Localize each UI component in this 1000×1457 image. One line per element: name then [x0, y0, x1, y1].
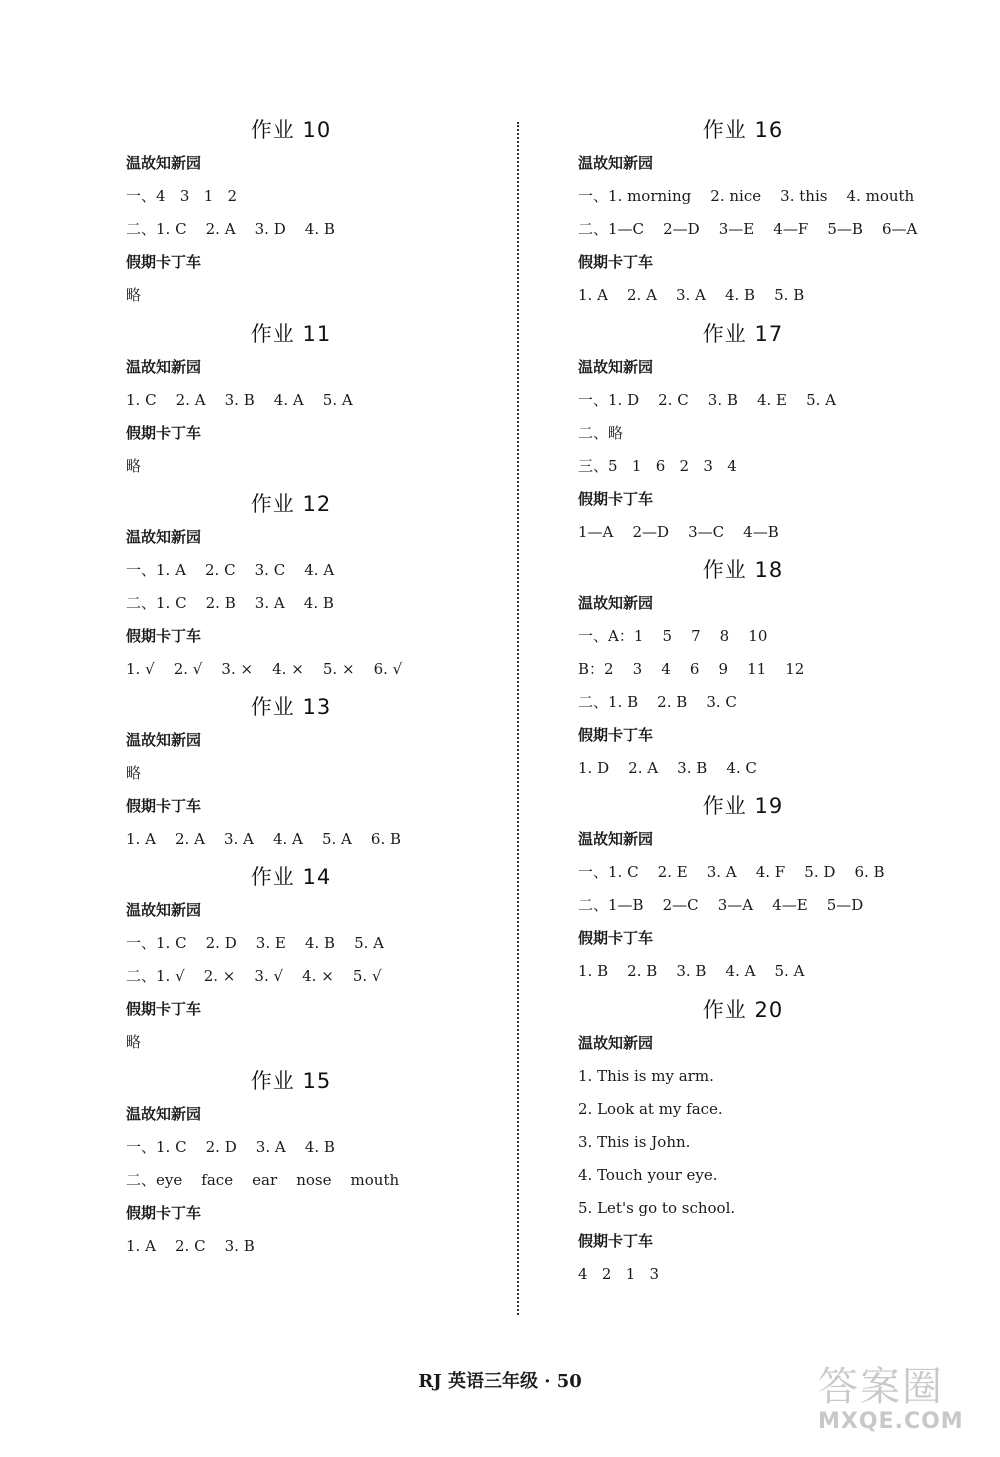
- answer-line: 一、1. D 2. C 3. B 4. E 5. A: [578, 391, 836, 409]
- answer-line: 1. C 2. A 3. B 4. A 5. A: [126, 391, 353, 409]
- answer-line: 一、A：1 5 7 8 10: [578, 627, 768, 645]
- section-title: 作业 20: [702, 998, 784, 1022]
- homework-section: [126, 489, 456, 686]
- page-footer: RJ 英语三年级 · 50: [418, 1371, 582, 1392]
- section-subheading: 假期卡丁车: [126, 1000, 202, 1018]
- homework-section: [126, 862, 456, 1059]
- answer-line: 一、1. C 2. D 3. E 4. B 5. A: [126, 934, 384, 952]
- answer-line: 三、5 1 6 2 3 4: [578, 457, 737, 475]
- answer-line: 二、略: [578, 424, 624, 442]
- answer-line: 一、1. morning 2. nice 3. this 4. mouth: [578, 187, 915, 205]
- answer-line: 略: [126, 764, 142, 782]
- section-title: 作业 17: [702, 322, 784, 346]
- answer-line: 4. Touch your eye.: [578, 1166, 718, 1184]
- section-title: 作业 13: [250, 695, 332, 719]
- answer-line: 1. √ 2. √ 3. × 4. × 5. × 6. √: [126, 660, 403, 678]
- section-subheading: 温故知新园: [126, 358, 202, 376]
- answer-line: 1. A 2. A 3. A 4. B 5. B: [578, 286, 805, 304]
- section-subheading: 假期卡丁车: [126, 627, 202, 645]
- answer-line: 二、1—C 2—D 3—E 4—F 5—B 6—A: [578, 220, 918, 238]
- answer-line: 二、1. B 2. B 3. C: [578, 693, 737, 711]
- section-subheading: 温故知新园: [126, 154, 202, 172]
- section-subheading: 假期卡丁车: [578, 490, 654, 508]
- answer-line: 一、1. C 2. D 3. A 4. B: [126, 1138, 335, 1156]
- section-title: 作业 18: [702, 558, 784, 582]
- answer-line: 略: [126, 286, 142, 304]
- homework-section: [578, 555, 958, 785]
- answer-line: 一、1. A 2. C 3. C 4. A: [126, 561, 335, 579]
- answer-line: 二、1—B 2—C 3—A 4—E 5—D: [578, 896, 864, 914]
- homework-section: [126, 115, 456, 312]
- homework-section: [126, 692, 456, 856]
- column-divider: [517, 122, 519, 1315]
- section-title: 作业 14: [250, 865, 332, 889]
- section-subheading: 温故知新园: [126, 1105, 202, 1123]
- watermark-bottom-text: MXQE.COM: [818, 1409, 964, 1434]
- section-subheading: 假期卡丁车: [126, 1204, 202, 1222]
- answer-line: 4 2 1 3: [578, 1265, 660, 1283]
- answer-line: 略: [126, 1033, 142, 1051]
- answer-line: 1. D 2. A 3. B 4. C: [578, 759, 757, 777]
- section-title: 作业 12: [250, 492, 332, 516]
- watermark-logo: [818, 1365, 983, 1447]
- answer-line: 1—A 2—D 3—C 4—B: [578, 523, 779, 541]
- section-title: 作业 10: [250, 118, 332, 142]
- section-title: 作业 16: [702, 118, 784, 142]
- answer-line: 1. A 2. C 3. B: [126, 1237, 255, 1255]
- section-subheading: 假期卡丁车: [126, 424, 202, 442]
- answer-line: B：2 3 4 6 9 11 12: [578, 660, 805, 678]
- homework-section: [578, 115, 958, 312]
- homework-section: [126, 1066, 456, 1263]
- homework-section: [126, 319, 456, 483]
- answer-line: 二、1. C 2. B 3. A 4. B: [126, 594, 334, 612]
- homework-section: [578, 995, 958, 1291]
- section-subheading: 假期卡丁车: [578, 1232, 654, 1250]
- answer-line: 略: [126, 457, 142, 475]
- section-subheading: 温故知新园: [578, 154, 654, 172]
- watermark-top-text: 答案圈: [818, 1364, 944, 1410]
- section-subheading: 温故知新园: [578, 830, 654, 848]
- section-subheading: 温故知新园: [578, 594, 654, 612]
- section-title: 作业 11: [250, 322, 332, 346]
- section-subheading: 假期卡丁车: [578, 253, 654, 271]
- section-subheading: 假期卡丁车: [126, 253, 202, 271]
- section-subheading: 假期卡丁车: [126, 797, 202, 815]
- answer-line: 1. B 2. B 3. B 4. A 5. A: [578, 962, 805, 980]
- answer-line: 3. This is John.: [578, 1133, 691, 1151]
- answer-line: 二、1. √ 2. × 3. √ 4. × 5. √: [126, 967, 382, 985]
- answer-line: 二、eye face ear nose mouth: [126, 1171, 400, 1189]
- section-title: 作业 19: [702, 794, 784, 818]
- section-subheading: 温故知新园: [578, 1034, 654, 1052]
- answer-line: 一、4 3 1 2: [126, 187, 238, 205]
- section-subheading: 温故知新园: [126, 528, 202, 546]
- answer-line: 二、1. C 2. A 3. D 4. B: [126, 220, 335, 238]
- section-subheading: 假期卡丁车: [578, 726, 654, 744]
- section-subheading: 温故知新园: [578, 358, 654, 376]
- answer-line: 一、1. C 2. E 3. A 4. F 5. D 6. B: [578, 863, 885, 881]
- section-subheading: 温故知新园: [126, 901, 202, 919]
- homework-section: [578, 791, 958, 988]
- section-subheading: 假期卡丁车: [578, 929, 654, 947]
- section-subheading: 温故知新园: [126, 731, 202, 749]
- homework-section: [578, 319, 958, 549]
- section-title: 作业 15: [250, 1069, 332, 1093]
- answer-line: 5. Let's go to school.: [578, 1199, 736, 1217]
- answer-line: 2. Look at my face.: [578, 1100, 723, 1118]
- answer-line: 1. A 2. A 3. A 4. A 5. A 6. B: [126, 830, 402, 848]
- answer-line: 1. This is my arm.: [578, 1067, 714, 1085]
